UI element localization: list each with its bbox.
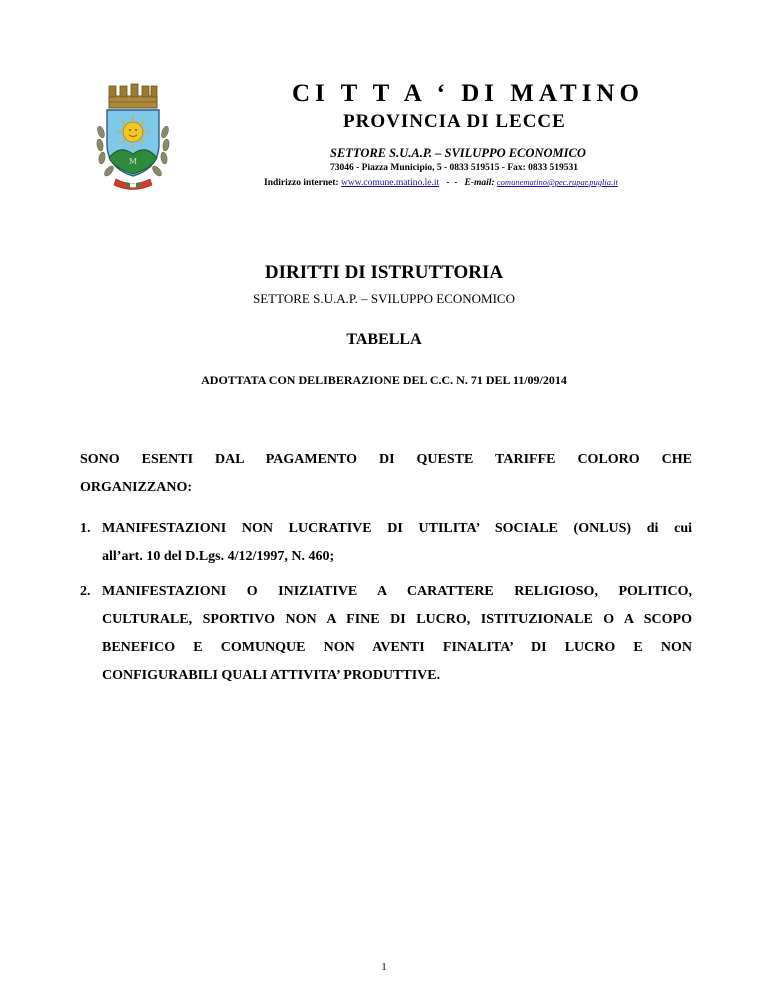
contacts-line: [264, 177, 618, 188]
province-title: PROVINCIA DI LECCE: [343, 111, 566, 132]
exemption-list: [80, 515, 692, 690]
list-item-number: 1.: [80, 521, 91, 536]
email-label: E-mail:: [464, 178, 495, 188]
city-title: CI T T A ‘ DI MATINO: [292, 80, 644, 107]
list-item-line: MANIFESTAZIONI O INIZIATIVE A CARATTERE RELIGIOSO, POLITICO,: [102, 584, 692, 599]
contacts-separator: - -: [441, 178, 463, 188]
email-link[interactable]: comunematino@pec.rupar.puglia.it: [496, 177, 618, 187]
list-item-line: MANIFESTAZIONI NON LUCRATIVE DI UTILITA’ SOCIALE (ONLUS) di cui: [102, 521, 692, 536]
list-item: [80, 578, 692, 690]
list-item-line: BENEFICO E COMUNQUE NON AVENTI FINALITA’ DI LUCRO E NON: [102, 640, 692, 655]
address-line: 73046 - Piazza Municipio, 5 - 0833 519515 - Fax: 0833 519531: [330, 163, 579, 173]
list-item-number: 2.: [80, 584, 91, 599]
document-title: DIRITTI DI ISTRUTTORIA: [264, 262, 504, 283]
document-subtitle: SETTORE S.U.A.P. – SVILUPPO ECONOMICO: [253, 291, 515, 306]
website-link[interactable]: www.comune.matino.le.it: [341, 178, 440, 188]
list-item-line: all’art. 10 del D.Lgs. 4/12/1997, N. 460;: [102, 549, 335, 564]
crown-icon: [109, 84, 157, 108]
table-label: TABELLA: [346, 331, 422, 348]
ribbon-icon: [114, 179, 152, 190]
page-number: 1: [381, 961, 387, 973]
coat-of-arms-icon: [92, 82, 174, 194]
list-item-line: CONFIGURABILI QUALI ATTIVITA’ PRODUTTIVE.: [102, 668, 441, 683]
internet-label: Indirizzo internet:: [264, 178, 339, 188]
intro-line-1: SONO ESENTI DAL PAGAMENTO DI QUESTE TARIFFE COLORO CHE: [80, 452, 692, 467]
list-item-line: CULTURALE, SPORTIVO NON A FINE DI LUCRO, ISTITUZIONALE O A SCOPO: [102, 612, 692, 627]
exemption-intro: [80, 446, 692, 502]
list-item: [80, 515, 692, 571]
intro-line-2: ORGANIZZANO:: [80, 480, 193, 495]
svg-text:M: M: [128, 157, 138, 166]
adoption-note: ADOTTATA CON DELIBERAZIONE DEL C.C. N. 71 DEL 11/09/2014: [201, 373, 567, 387]
sector-header: SETTORE S.U.A.P. – SVILUPPO ECONOMICO: [330, 146, 586, 160]
